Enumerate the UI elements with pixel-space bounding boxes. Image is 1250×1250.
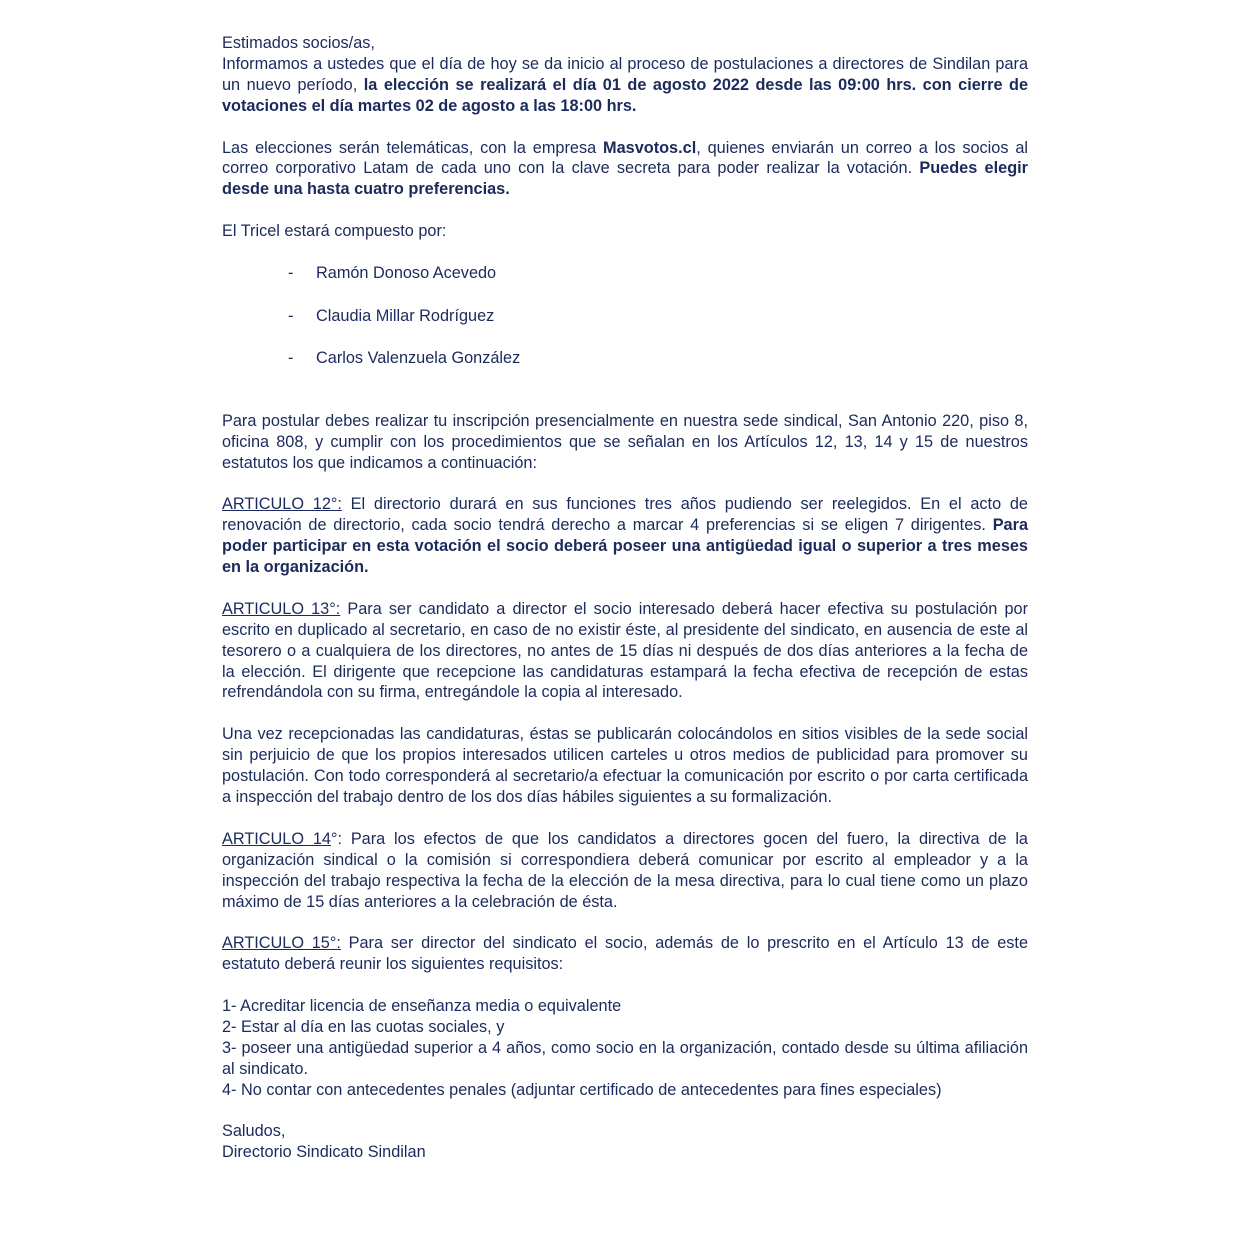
intro-bold: la elección se realizará el día 01 de agosto 2022 desde las 09:00 hrs. con cierre de votaciones el día martes 02 de agosto a las 18:00 hrs. [222,75,1028,115]
tricel-member-name: Carlos Valenzuela González [316,349,521,368]
signature: Directorio Sindicato Sindilan [222,1143,426,1162]
elections-text-2: , quienes enviarán un correo a los socios al correo corporativo Latam de cada uno con la clave secreta para poder realizar la votación. [222,138,1028,178]
articulo-12-bold: Para poder participar en esta votación el socio deberá poseer una antigüedad igual o superior a tres meses en la organización. [222,516,1028,577]
articulo-13-text: Para ser candidato a director el socio interesado deberá hacer efectiva su postulación por escrito en duplicado al secretario, en caso de no existir éste, al presidente del sindicato, en ausencia de este al tesorero o a cualquiera de los directores, no antes de 15 días ni después de dos días anteriores a la fecha de la elección. El dirigente que recepcione las candidaturas estampará la fecha efectiva de recepción de estas refrendándola con su firma, entregándole la copia al interesado. [222,599,1028,702]
tricel-member [288,263,1028,284]
requisito-item: 2- Estar al día en las cuotas sociales, y [222,1017,505,1036]
articulo-12 [222,494,1028,578]
elections-company: Masvotos.cl [603,138,697,157]
letter-body [222,33,1028,1163]
closing: Saludos, [222,1122,286,1141]
bullet-dash: - [288,306,294,325]
bullet-dash: - [288,264,294,283]
articulo-12-label: ARTICULO 12°: [222,495,342,514]
articulo-14-text: °: Para los efectos de que los candidatos a directores gocen del fuero, la directiva de la organización sindical o la comisión si correspondiera deberá comunicar por escrito al empleador y a la inspección del trabajo respectiva la fecha de la elección de la mesa directiva, para lo cual tiene como un plazo máximo de 15 días anteriores a la celebración de ésta. [222,829,1028,911]
tricel-member-name: Ramón Donoso Acevedo [316,264,497,283]
elections-bold: Puedes elegir desde una hasta cuatro preferencias. [222,159,1028,199]
elections-text-1: Las elecciones serán telemáticas, con la empresa [222,138,604,157]
candidaturas-paragraph: Una vez recepcionadas las candidaturas, éstas se publicarán colocándolos en sitios visibles de la sede social sin perjuicio de que los propios interesados utilicen carteles u otros medios de publicidad para promover su postulación. Con todo corresponderá al secretario/a efectuar la comunicación por escrito o por carta certificada a inspección del trabajo dentro de los dos días hábiles siguientes a su formalización. [222,725,1028,806]
tricel-heading: El Tricel estará compuesto por: [222,222,447,241]
articulo-12-text: El directorio durará en sus funciones tres años pudiendo ser reelegidos. En el acto de renovación de directorio, cada socio tendrá derecho a marcar 4 preferencias si se eligen 7 dirigentes. [222,495,1028,535]
requisito-item: 3- poseer una antigüedad superior a 4 años, como socio en la organización, contado desde su última afiliación al sindicato. [222,1038,1028,1078]
articulo-15 [222,933,1028,975]
tricel-list [222,263,1028,369]
postular-paragraph: Para postular debes realizar tu inscripción presencialmente en nuestra sede sindical, San Antonio 220, piso 8, oficina 808, y cumplir con los procedimientos que se señalan en los Artículos 12, 13, 14 y 15 de nuestros estatutos los que indicamos a continuación: [222,411,1028,472]
requisito-item: 1- Acreditar licencia de enseñanza media o equivalente [222,997,622,1016]
elections-paragraph [222,138,1028,201]
articulo-13 [222,599,1028,704]
articulo-14-label: ARTICULO 14 [222,829,331,848]
tricel-member [288,306,1028,327]
requisito-item: 4- No contar con antecedentes penales (adjuntar certificado de antecedentes para fines especiales) [222,1080,942,1099]
articulo-13-label: ARTICULO 13°: [222,599,341,618]
intro-text: Informamos a ustedes que el día de hoy se da inicio al proceso de postulaciones a directores de Sindilan para un nuevo período, [222,54,1028,94]
greeting: Estimados socios/as, [222,34,375,52]
bullet-dash: - [288,349,294,368]
intro-paragraph [222,54,1028,117]
articulo-15-text: Para ser director del sindicato el socio, además de lo prescrito en el Artículo 13 de este estatuto deberá reunir los siguientes requisitos: [222,934,1028,974]
articulo-14 [222,829,1028,913]
articulo-15-label: ARTICULO 15°: [222,934,341,953]
tricel-member [288,348,1028,369]
tricel-member-name: Claudia Millar Rodríguez [316,306,495,325]
